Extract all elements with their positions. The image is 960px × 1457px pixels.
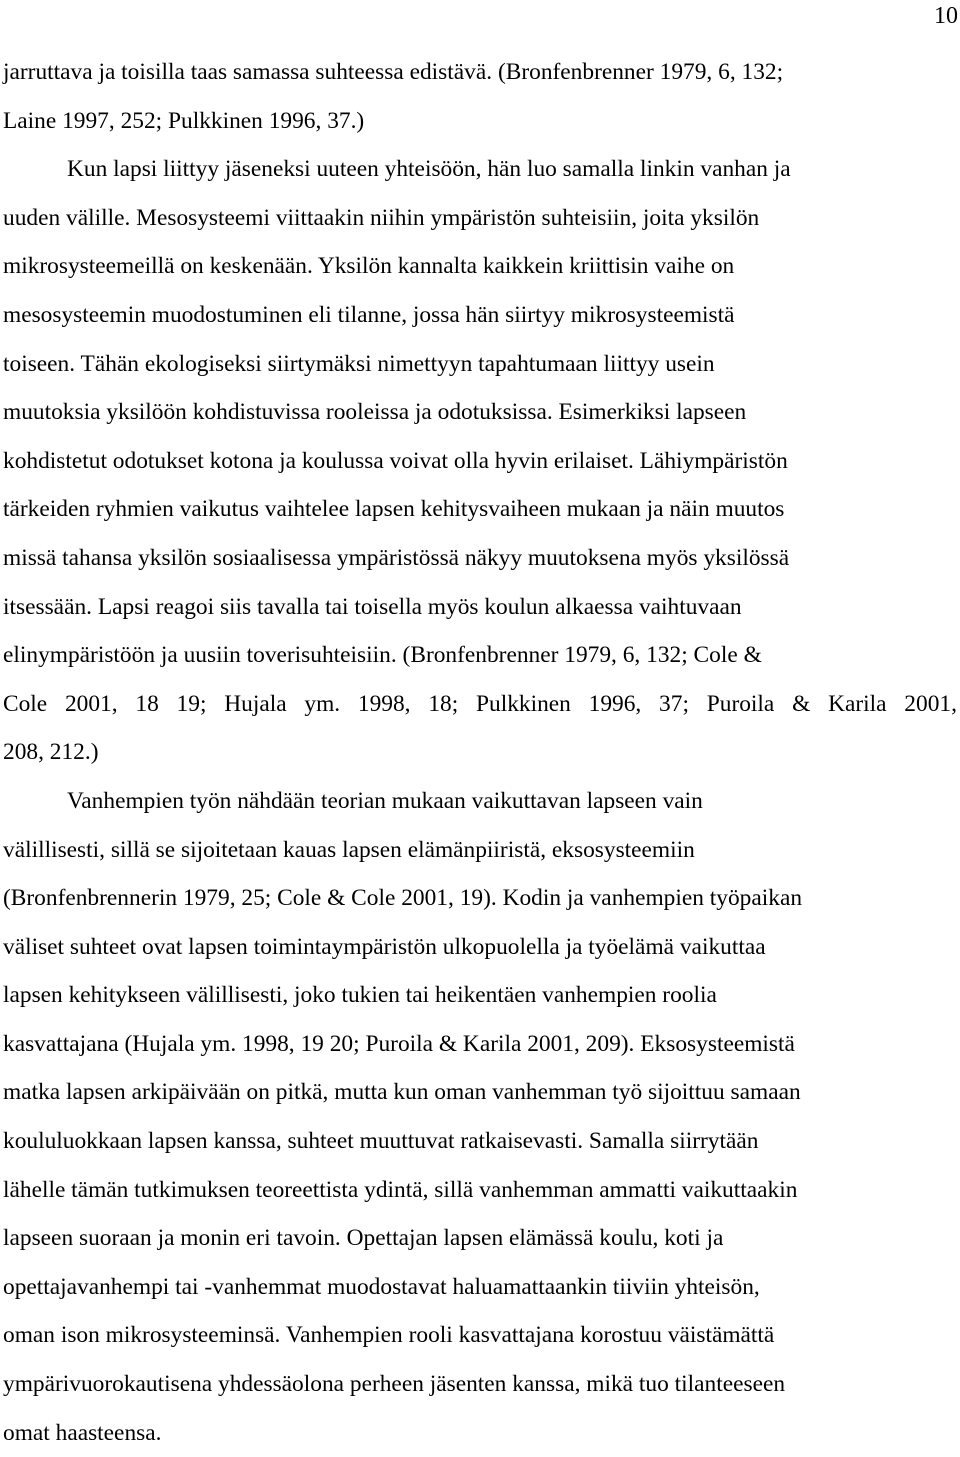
text-line: opettajavanhempi tai -vanhemmat muodostavat haluamattaankin tiiviin yhteisön, [3, 1273, 760, 1300]
text-line: 208, 212.) [3, 739, 99, 766]
text-line: Cole 2001, 18 19; Hujala ym. 1998, 18; Pulkkinen 1996, 37; Puroila & Karila 2001, [3, 690, 957, 717]
text-line: uuden välille. Mesosysteemi viittaakin niihin ympäristön suhteisiin, joita yksilön [3, 204, 760, 231]
text-line: (Bronfenbrennerin 1979, 25; Cole & Cole 2001, 19). Kodin ja vanhempien työpaikan [3, 885, 803, 912]
text-line: kasvattajana (Hujala ym. 1998, 19 20; Puroila & Karila 2001, 209). Eksosysteemistä [3, 1030, 795, 1057]
text-line: lähelle tämän tutkimuksen teoreettista ydintä, sillä vanhemman ammatti vaikuttaakin [3, 1176, 798, 1203]
text-line: itsessään. Lapsi reagoi siis tavalla tai toisella myös koulun alkaessa vaihtuvaan [3, 593, 742, 620]
text-line: koululuokkaan lapsen kanssa, suhteet muuttuvat ratkaisevasti. Samalla siirrytään [3, 1128, 759, 1155]
text-line: Laine 1997, 252; Pulkkinen 1996, 37.) [3, 107, 365, 134]
text-line: jarruttava ja toisilla taas samassa suhteessa edistävä. (Bronfenbrenner 1979, 6, 132; [3, 59, 784, 85]
text-line: toiseen. Tähän ekologiseksi siirtymäksi nimettyyn tapahtumaan liittyy usein [3, 350, 715, 377]
text-line: matka lapsen arkipäivään on pitkä, mutta kun oman vanhemman työ sijoittuu samaan [3, 1079, 801, 1106]
text-line: lapseen suoraan ja monin eri tavoin. Opettajan lapsen elämässä koulu, koti ja [3, 1225, 724, 1252]
text-line: ympärivuorokautisena yhdessäolona perheen jäsenten kanssa, mikä tuo tilanteeseen [3, 1371, 786, 1398]
text-line: oman ison mikrosysteeminsä. Vanhempien rooli kasvattajana korostuu väistämättä [3, 1322, 775, 1349]
text-line: Kun lapsi liittyy jäseneksi uuteen yhteisöön, hän luo samalla linkin vanhan ja [67, 156, 791, 183]
text-line: omat haasteensa. [3, 1419, 162, 1446]
text-line: mikrosysteemeillä on keskenään. Yksilön kannalta kaikkein kriittisin vaihe on [3, 253, 735, 280]
text-line: missä tahansa yksilön sosiaalisessa ympäristössä näkyy muutoksena myös yksilössä [3, 544, 790, 571]
text-line: elinympäristöön ja uusiin toverisuhteisiin. (Bronfenbrenner 1979, 6, 132; Cole & [3, 642, 762, 669]
body-text [3, 48, 957, 1457]
text-line: lapsen kehitykseen välillisesti, joko tukien tai heikentäen vanhempien roolia [3, 982, 717, 1009]
page-number: 10 [934, 3, 958, 29]
text-line: mesosysteemin muodostuminen eli tilanne, jossa hän siirtyy mikrosysteemistä [3, 301, 735, 328]
text-line: tärkeiden ryhmien vaikutus vaihtelee lapsen kehitysvaiheen mukaan ja näin muutos [3, 496, 785, 523]
text-line: kohdistetut odotukset kotona ja koulussa voivat olla hyvin erilaiset. Lähiympäristön [3, 447, 788, 474]
text-line: Vanhempien työn nähdään teorian mukaan vaikuttavan lapseen vain [67, 787, 703, 814]
text-line: välillisesti, sillä se sijoitetaan kauas lapsen elämänpiiristä, eksosysteemiin [3, 836, 695, 863]
text-line: muutoksia yksilöön kohdistuvissa rooleissa ja odotuksissa. Esimerkiksi lapseen [3, 399, 747, 426]
text-line: väliset suhteet ovat lapsen toimintaympäristön ulkopuolella ja työelämä vaikuttaa [3, 933, 766, 960]
